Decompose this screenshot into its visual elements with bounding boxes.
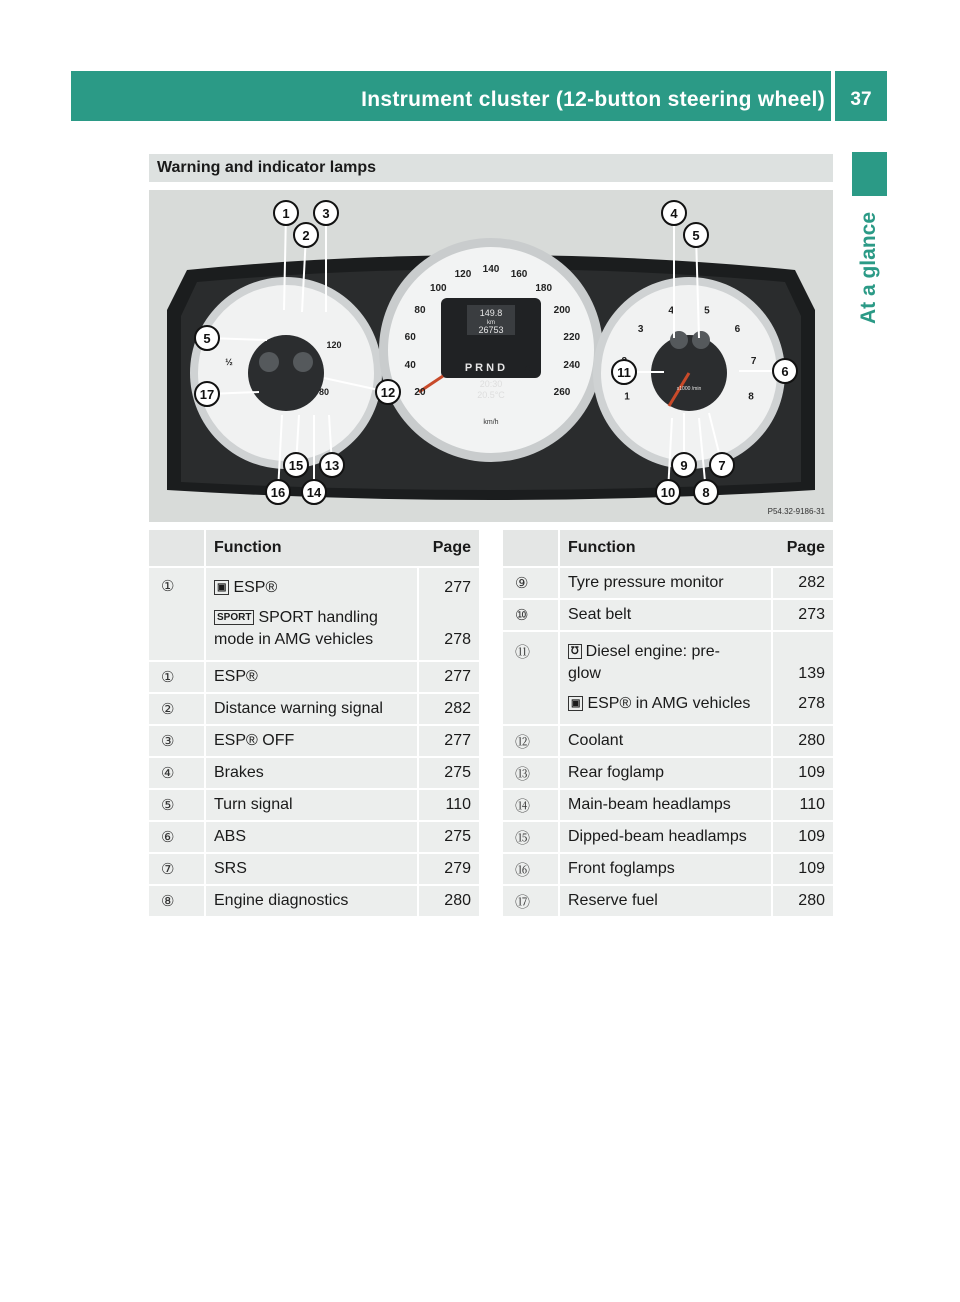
car-skid-icon: ▣	[214, 580, 229, 595]
function-text: ESP® OFF	[214, 732, 295, 749]
function-line	[568, 826, 763, 848]
clock-readout: 20:30	[479, 379, 503, 389]
function-text: Distance warning signal	[214, 700, 383, 717]
row-page	[773, 822, 833, 854]
page-ref: 109	[798, 828, 825, 845]
row-number: ⑫	[503, 726, 560, 758]
page-ref: 282	[798, 574, 825, 591]
row-page	[773, 726, 833, 758]
page-ref: 280	[798, 892, 825, 909]
row-function	[560, 600, 773, 632]
function-line	[214, 794, 409, 816]
table-row	[149, 662, 479, 694]
table-row	[503, 568, 833, 600]
row-page	[419, 694, 479, 726]
section-heading	[149, 154, 833, 182]
callout-number: 1	[282, 206, 290, 221]
rpm-tick-label: 5	[704, 305, 710, 317]
row-function	[560, 854, 773, 886]
table-header-row	[503, 530, 833, 568]
table-row	[503, 886, 833, 918]
callout-number: 11	[617, 365, 631, 380]
callout-number: 16	[270, 485, 286, 500]
rpm-tick-label: 6	[734, 324, 741, 336]
row-number: ⑩	[503, 600, 560, 632]
function-text: ESP®	[214, 668, 258, 685]
function-text: ABS	[214, 828, 247, 845]
row-number: ⑥	[149, 822, 206, 854]
figure-code: P54.32-9186-31	[767, 507, 825, 516]
speed-tick-label: 240	[563, 360, 581, 372]
function-text: Dipped-beam headlamps	[568, 828, 747, 845]
callout-number: 14	[306, 485, 322, 500]
row-number: ②	[149, 694, 206, 726]
speed-tick-label: 260	[553, 387, 571, 398]
function-text: Coolant	[568, 732, 624, 749]
callout-number: 4	[670, 206, 678, 221]
odometer-unit: km	[487, 320, 495, 326]
callout-number: 10	[660, 485, 676, 500]
page-ref: 279	[444, 860, 471, 877]
function-text: ESP®	[233, 579, 278, 596]
table-row	[149, 726, 479, 758]
row-page	[773, 790, 833, 822]
page-ref: 110	[799, 796, 825, 813]
row-function	[560, 822, 773, 854]
speed-tick-label: 120	[454, 268, 472, 280]
row-page	[419, 886, 479, 918]
function-text: Diesel engine: pre-	[585, 643, 720, 660]
row-function	[560, 886, 773, 918]
function-line	[214, 890, 409, 912]
speed-tick-label: 180	[535, 283, 553, 295]
row-number: ③	[149, 726, 206, 758]
total-odometer: 26753	[478, 325, 504, 335]
function-text: mode in AMG vehicles	[214, 631, 374, 648]
page-ref: 280	[444, 892, 471, 909]
speed-tick-label: 80	[414, 305, 426, 316]
chapter-label: At a glance	[857, 211, 880, 325]
row-function	[206, 568, 419, 662]
fuel-tick-label: 120	[326, 340, 342, 350]
speed-tick-label: 220	[563, 331, 581, 343]
row-page	[773, 568, 833, 600]
callout-number: 9	[680, 458, 688, 473]
page-ref: 282	[444, 700, 471, 717]
function-line	[214, 858, 409, 880]
table-row	[149, 568, 479, 662]
function-line	[214, 607, 409, 629]
row-page	[419, 758, 479, 790]
row-number: ⑦	[149, 854, 206, 886]
speed-tick-label: 100	[429, 283, 447, 295]
speed-tick-label: 200	[553, 305, 571, 316]
table-row	[503, 632, 833, 726]
row-page	[773, 600, 833, 632]
row-number: ⑰	[503, 886, 560, 918]
function-line	[214, 629, 409, 651]
row-number: ①	[149, 568, 206, 662]
page-ref: 275	[444, 764, 471, 781]
page-ref: 109	[798, 860, 825, 877]
row-number: ⑯	[503, 854, 560, 886]
row-page	[773, 886, 833, 918]
callout-number: 15	[288, 458, 304, 473]
section-title: Warning and indicator lamps	[157, 159, 376, 176]
page-column-header: Page	[419, 530, 479, 568]
rpm-unit: x1000 /min	[676, 386, 702, 392]
function-text: Seat belt	[568, 606, 632, 623]
row-function	[560, 790, 773, 822]
row-function	[560, 726, 773, 758]
page-ref: 278	[798, 695, 825, 712]
callout-number: 5	[203, 331, 211, 346]
rpm-tick-label: 1	[624, 391, 630, 403]
car-skid-icon: ▣	[568, 696, 583, 711]
function-text: Front foglamps	[568, 860, 675, 877]
row-function	[206, 758, 419, 790]
function-text: Main-beam headlamps	[568, 796, 731, 813]
function-line	[214, 826, 409, 848]
function-line	[568, 730, 763, 752]
page-ref	[427, 607, 471, 629]
row-number: ⑧	[149, 886, 206, 918]
function-text: Brakes	[214, 764, 264, 781]
callout-number: 12	[380, 385, 396, 400]
function-table-right	[503, 530, 833, 918]
table-row	[503, 790, 833, 822]
table-row	[503, 600, 833, 632]
speed-tick-label: 140	[482, 264, 500, 275]
function-line	[214, 666, 409, 688]
row-page	[419, 662, 479, 694]
table-row	[149, 694, 479, 726]
number-column-header	[503, 530, 560, 568]
glow-plug-icon: ℧	[568, 644, 582, 659]
fuel-tick-label: 80	[318, 387, 330, 397]
rpm-tick-label: 7	[750, 355, 757, 367]
number-column-header	[149, 530, 206, 568]
function-text: Tyre pressure monitor	[568, 574, 724, 591]
row-page	[773, 758, 833, 790]
function-line	[214, 762, 409, 784]
function-text: Reserve fuel	[568, 892, 658, 909]
function-line	[214, 698, 409, 720]
speed-tick-label: 40	[404, 360, 416, 372]
speed-tick-label: 20	[414, 387, 426, 398]
function-line	[568, 693, 763, 715]
function-text: Turn signal	[214, 796, 293, 813]
callout-number: 2	[302, 228, 310, 243]
left-turn-indicator	[259, 352, 279, 372]
function-line	[214, 730, 409, 752]
function-line	[568, 794, 763, 816]
function-column-header: Function	[206, 530, 419, 568]
row-number: ⑭	[503, 790, 560, 822]
right-turn-indicator	[692, 331, 710, 349]
page-ref: 139	[798, 665, 825, 682]
table-row	[149, 886, 479, 918]
rpm-tick-label: 4	[668, 305, 674, 317]
row-number: ⑤	[149, 790, 206, 822]
page-column-header: Page	[773, 530, 833, 568]
row-number: ⑨	[503, 568, 560, 600]
function-column-header: Function	[560, 530, 773, 568]
function-text: glow	[568, 665, 601, 682]
function-line	[568, 641, 763, 663]
page-ref: 277	[444, 668, 471, 685]
page-ref: 275	[444, 828, 471, 845]
row-number: ⑬	[503, 758, 560, 790]
page-ref: 280	[798, 732, 825, 749]
page-ref: 277	[444, 579, 471, 596]
callout-number: 3	[322, 206, 330, 221]
row-function	[206, 790, 419, 822]
function-line	[568, 572, 763, 594]
page-ref: 110	[445, 796, 471, 813]
row-page	[419, 568, 479, 662]
rpm-tick-label: 3	[637, 324, 644, 336]
page-ref	[781, 641, 825, 663]
page-ref: 109	[798, 764, 825, 781]
left-gauge-hub	[248, 335, 324, 411]
coolant-indicator	[293, 352, 313, 372]
row-number: ①	[149, 662, 206, 694]
gear-mode: S	[523, 363, 531, 374]
row-function	[560, 632, 773, 726]
function-line	[568, 858, 763, 880]
table-row	[149, 822, 479, 854]
row-function	[560, 758, 773, 790]
temperature-readout: 20.5°C	[477, 390, 505, 400]
page-ref: 278	[444, 631, 471, 648]
page-ref: 273	[798, 606, 825, 623]
callout-number: 13	[324, 458, 340, 473]
row-function	[206, 886, 419, 918]
table-header-row	[149, 530, 479, 568]
row-function	[206, 694, 419, 726]
callout-number: 7	[718, 458, 726, 473]
callout-number: 6	[781, 364, 789, 379]
brake-indicator	[670, 331, 688, 349]
row-function	[206, 726, 419, 758]
row-page	[773, 632, 833, 726]
row-page	[773, 854, 833, 886]
rpm-tick-label: 8	[748, 391, 754, 403]
speed-tick-label: 160	[510, 268, 528, 280]
row-function	[206, 854, 419, 886]
function-line	[568, 762, 763, 784]
table-row	[503, 854, 833, 886]
function-table-left	[149, 530, 479, 918]
page-header-title: Instrument cluster (12-button steering wheel)	[361, 88, 825, 111]
speed-unit: km/h	[483, 419, 499, 426]
row-page	[419, 854, 479, 886]
page-ref: 277	[444, 732, 471, 749]
fuel-tick-label: ½	[225, 357, 233, 367]
function-text: SPORT handling	[258, 609, 378, 626]
sport-icon: SPORT	[214, 610, 254, 625]
row-function	[206, 662, 419, 694]
function-text: SRS	[214, 860, 247, 877]
speed-tick-label: 60	[404, 331, 416, 343]
gear-selector: P R N D	[464, 362, 506, 374]
row-function	[560, 568, 773, 600]
callout-number: 5	[692, 228, 700, 243]
row-number: ④	[149, 758, 206, 790]
row-page	[419, 790, 479, 822]
page-number: 37	[850, 89, 872, 110]
row-page	[419, 726, 479, 758]
function-text: Engine diagnostics	[214, 892, 349, 909]
chapter-tab	[852, 152, 887, 196]
trip-readout: 149.8	[479, 308, 503, 318]
row-function	[206, 822, 419, 854]
table-row	[503, 726, 833, 758]
instrument-cluster-illustration	[149, 190, 833, 522]
table-row	[149, 758, 479, 790]
row-number: ⑪	[503, 632, 560, 726]
function-line	[568, 604, 763, 626]
instrument-cluster-figure	[149, 190, 833, 522]
row-page	[419, 822, 479, 854]
callout-number: 8	[702, 485, 710, 500]
table-row	[503, 758, 833, 790]
function-line	[568, 663, 763, 685]
table-row	[503, 822, 833, 854]
function-line	[214, 577, 409, 599]
table-row	[149, 854, 479, 886]
table-row	[149, 790, 479, 822]
function-text: Rear foglamp	[568, 764, 665, 781]
row-number: ⑮	[503, 822, 560, 854]
function-text: ESP® in AMG vehicles	[587, 695, 751, 712]
function-line	[568, 890, 763, 912]
callout-number: 17	[199, 387, 215, 402]
